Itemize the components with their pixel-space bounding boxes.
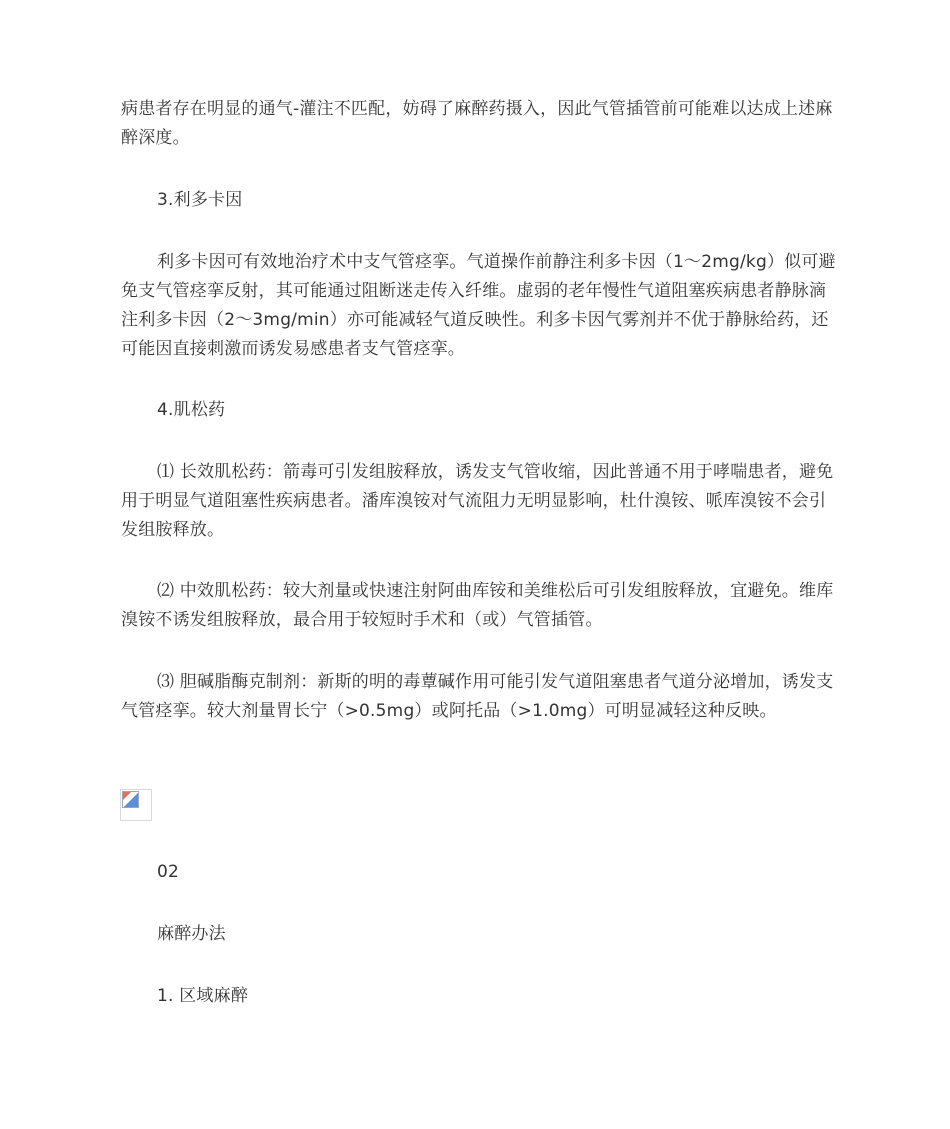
paragraph-cholinesterase-inhibitors: ⑶ 胆碱脂酶克制剂：新斯的明的毒蕈碱作用可能引发气道阻塞患者气道分泌增加，诱发支气管痉挛。较大剂量胃长宁（>0.5mg）或阿托品（>1.0mg）可明显减轻这种反映。 [121,672,834,721]
section-title: 麻醉办法 [157,924,226,944]
heading-muscle-relaxants: 4.肌松药 [157,400,226,420]
paragraph-intro: 病患者存在明显的通气-灌注不匹配，妨碍了麻醉药摄入，因此气管插管前可能难以达成上述麻醉深度。 [121,99,833,148]
paragraph-intermediate-acting: ⑵ 中效肌松药：较大剂量或快速注射阿曲库铵和美维松后可引发组胺释放，宜避免。维库溴铵不诱发组胺释放，最合用于较短时手术和（或）气管插管。 [121,581,834,630]
paragraph-long-acting: ⑴ 长效肌松药：箭毒可引发组胺释放，诱发支气管收缩，因此普通不用于哮喘患者，避免用于明显气道阻塞性疾病患者。潘库溴铵对气流阻力无明显影响，杜什溴铵、哌库溴铵不会引发组胺释放。 [121,462,834,540]
paragraph-lidocaine: 利多卡因可有效地治疗术中支气管痉挛。气道操作前静注利多卡因（1～2mg/kg）似可避免支气管痉挛反射，其可能通过阻断迷走传入纤维。虚弱的老年慢性气道阻塞疾病患者静脉滴注利多卡因（2～3mg/min）亦可能减轻气道反映性。利多卡因气雾剂并不优于静脉给药，还可能因直接刺激而诱发易感患者支气管痉挛。 [121,252,836,359]
broken-image-icon [120,789,152,821]
heading-lidocaine: 3.利多卡因 [157,190,243,210]
section-number: 02 [157,862,180,882]
heading-regional-anesthesia: 1. 区域麻醉 [157,986,249,1006]
